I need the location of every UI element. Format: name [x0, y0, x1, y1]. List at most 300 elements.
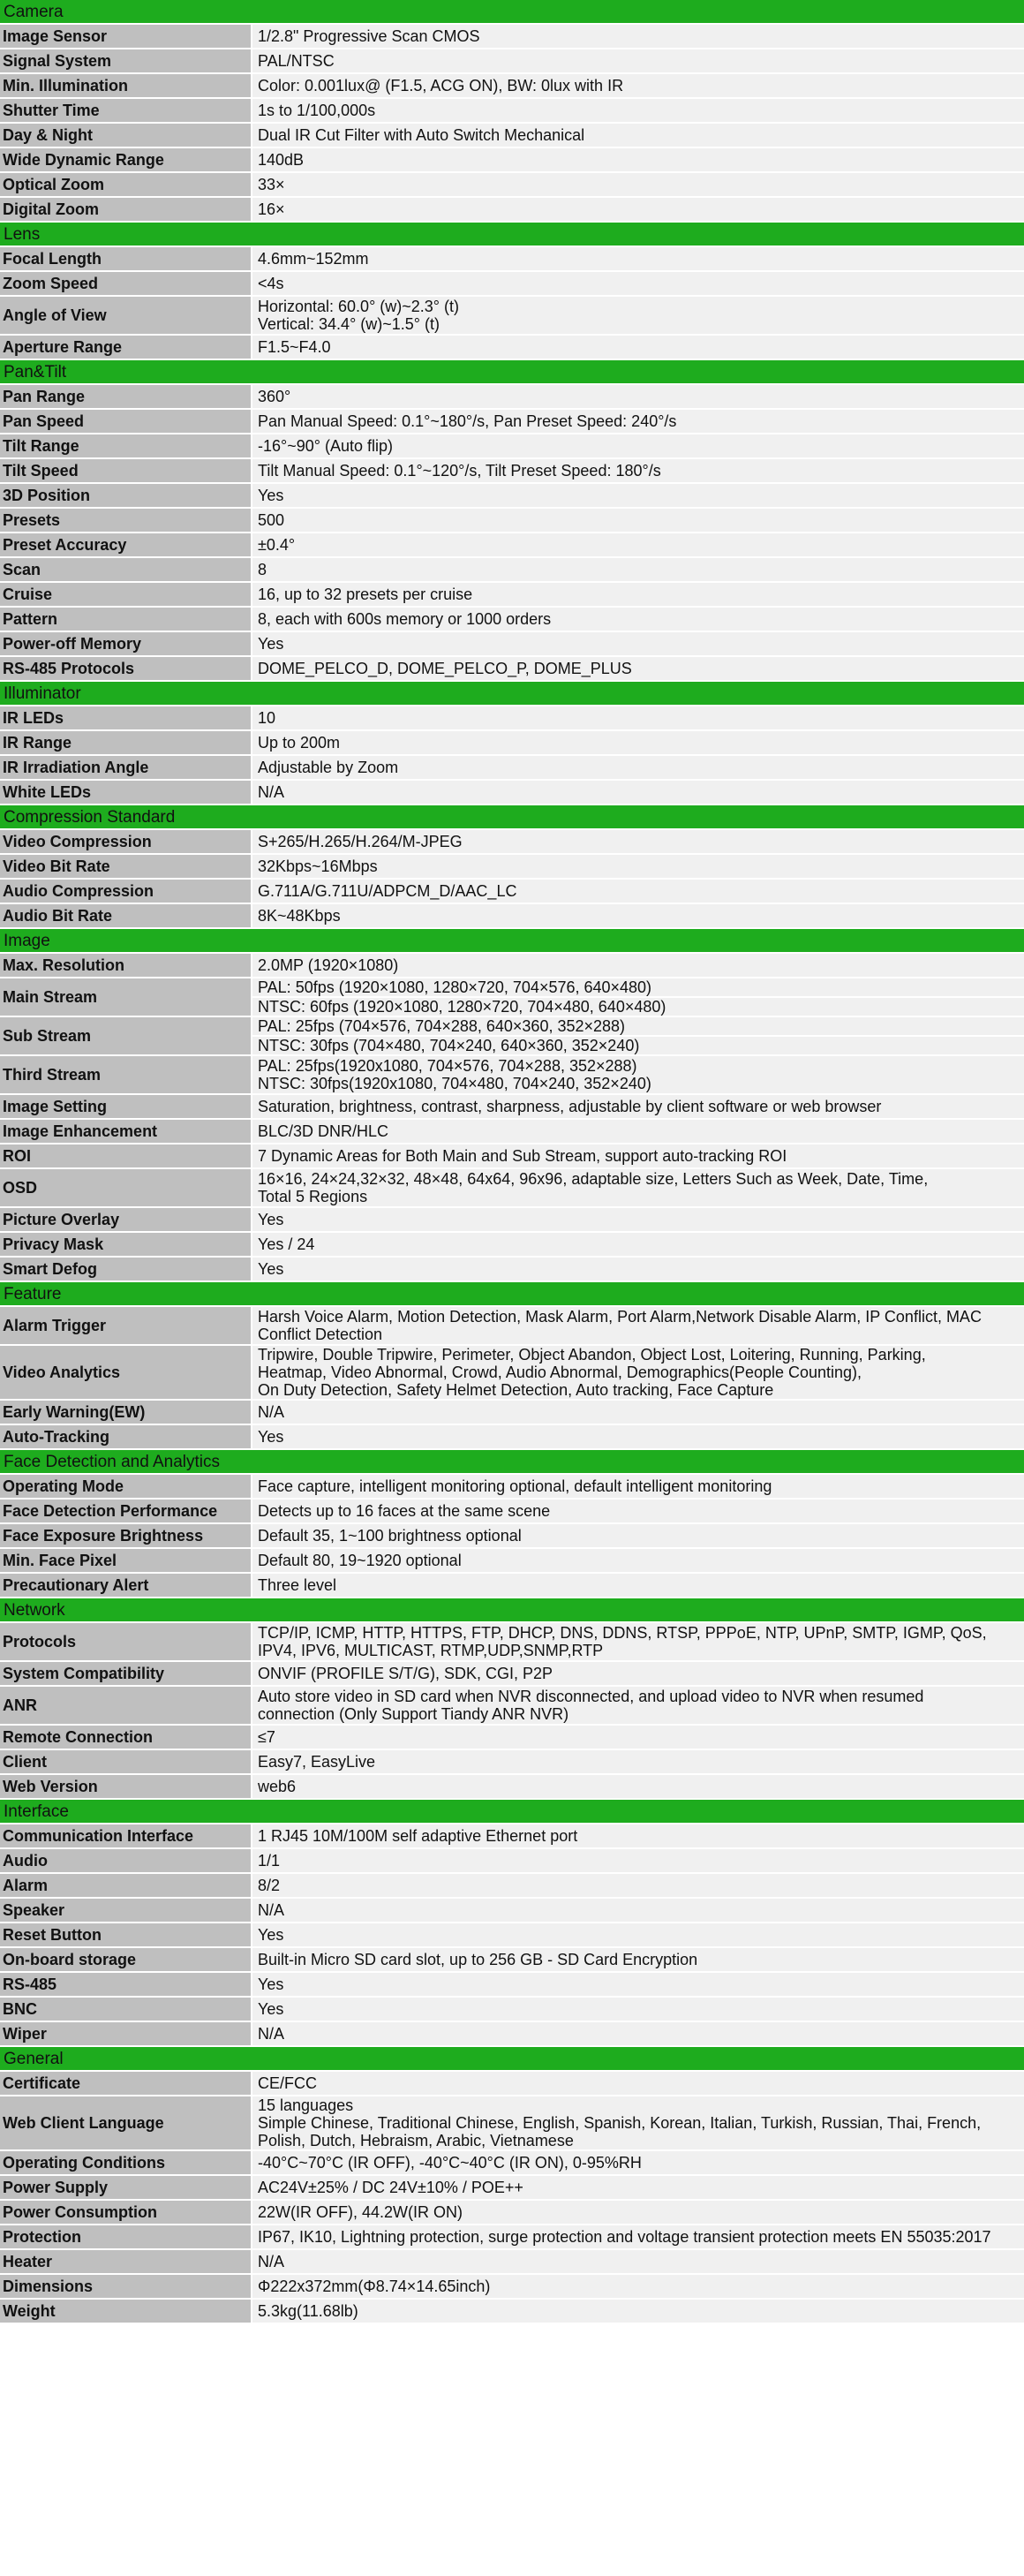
- spec-value: [252, 1425, 1024, 1448]
- spec-label: Power Supply: [0, 2176, 252, 2199]
- spec-value: [252, 1574, 1024, 1597]
- section-header-interface: Interface: [0, 1800, 1024, 1824]
- section-header-feature: Feature: [0, 1282, 1024, 1307]
- spec-row-alarm-trigger: [0, 1307, 1024, 1346]
- spec-row-shutter-time: [0, 99, 1024, 124]
- spec-row-power-consumption: [0, 2201, 1024, 2225]
- spec-value: [252, 1775, 1024, 1798]
- spec-value-line: PAL: 25fps (704×576, 704×288, 640×360, 352×288): [258, 1017, 626, 1035]
- spec-value-line: N/A: [258, 2253, 285, 2270]
- spec-label: Preset Accuracy: [0, 533, 252, 556]
- spec-label: Remote Connection: [0, 1726, 252, 1749]
- spec-value-line: N/A: [258, 1901, 285, 1919]
- spec-row-ir-leds: [0, 706, 1024, 731]
- spec-value: [252, 1623, 1024, 1660]
- spec-value: [252, 124, 1024, 147]
- spec-row-wiper: [0, 2022, 1024, 2047]
- spec-label: Communication Interface: [0, 1824, 252, 1847]
- spec-value: [252, 2250, 1024, 2273]
- spec-label: Speaker: [0, 1899, 252, 1922]
- spec-value: [252, 1017, 1024, 1054]
- spec-value-line: Harsh Voice Alarm, Motion Detection, Mask Alarm, Port Alarm,Network Disable Alarm, IP Conflict, MAC: [258, 1308, 982, 1326]
- spec-value-line: 33×: [258, 176, 285, 193]
- spec-label: ANR: [0, 1687, 252, 1724]
- spec-value: [252, 410, 1024, 433]
- spec-row-face-detection-performance: [0, 1500, 1024, 1524]
- spec-label: IR LEDs: [0, 706, 252, 729]
- spec-label: Signal System: [0, 49, 252, 72]
- spec-value-line: AC24V±25% / DC 24V±10% / POE++: [258, 2179, 523, 2196]
- spec-value-line: Simple Chinese, Traditional Chinese, English, Spanish, Korean, Italian, Turkish, Russian, Thai, French,: [258, 2114, 982, 2132]
- section-header-illuminator: Illuminator: [0, 682, 1024, 706]
- spec-row-video-compression: [0, 830, 1024, 855]
- spec-value: [252, 632, 1024, 655]
- spec-label: Audio Bit Rate: [0, 904, 252, 927]
- spec-label: OSD: [0, 1169, 252, 1206]
- spec-row-remote-connection: [0, 1726, 1024, 1750]
- spec-label: Smart Defog: [0, 1258, 252, 1280]
- spec-label: Tilt Range: [0, 434, 252, 457]
- spec-value-line: NTSC: 30fps (704×480, 704×240, 640×360, 352×240): [252, 1035, 1024, 1054]
- spec-label: Pan Range: [0, 385, 252, 408]
- spec-value: [252, 954, 1024, 977]
- spec-row-early-warning-ew: [0, 1401, 1024, 1425]
- spec-row-signal-system: [0, 49, 1024, 74]
- spec-label: White LEDs: [0, 781, 252, 804]
- spec-value-line: Saturation, brightness, contrast, sharpness, adjustable by client software or web browser: [258, 1098, 882, 1115]
- spec-label: Protection: [0, 2225, 252, 2248]
- spec-row-client: [0, 1750, 1024, 1775]
- spec-value-line: Vertical: 34.4° (w)~1.5° (t): [258, 315, 440, 333]
- spec-value-line: 2.0MP (1920×1080): [258, 956, 399, 974]
- spec-value-line: 8: [258, 561, 267, 578]
- spec-value: [252, 2225, 1024, 2248]
- spec-value-line: Yes: [258, 1926, 284, 1944]
- spec-value-line: Auto store video in SD card when NVR disconnected, and upload video to NVR when resumed: [258, 1688, 924, 1705]
- spec-label: System Compatibility: [0, 1662, 252, 1685]
- spec-label: Wide Dynamic Range: [0, 148, 252, 171]
- spec-row-pan-range: [0, 385, 1024, 410]
- spec-label: Precautionary Alert: [0, 1574, 252, 1597]
- spec-row-certificate: [0, 2072, 1024, 2096]
- spec-value-line: 16×16, 24×24,32×32, 48×48, 64x64, 96x96, adaptable size, Letters Such as Week, Date, Time,: [258, 1170, 929, 1188]
- spec-row-pattern: [0, 608, 1024, 632]
- spec-row-presets: [0, 509, 1024, 533]
- spec-value: [252, 1307, 1024, 1344]
- spec-value-line: TCP/IP, ICMP, HTTP, HTTPS, FTP, DHCP, DNS, DDNS, RTSP, PPPoE, NTP, UPnP, SMTP, IGMP, QoS,: [258, 1624, 987, 1642]
- spec-row-reset-button: [0, 1923, 1024, 1948]
- spec-value: [252, 1475, 1024, 1498]
- spec-row-alarm: [0, 1874, 1024, 1899]
- spec-value-line: Yes: [258, 1975, 284, 1993]
- spec-label: Pattern: [0, 608, 252, 631]
- spec-value-line: CE/FCC: [258, 2074, 317, 2092]
- spec-value-line: Φ222x372mm(Φ8.74×14.65inch): [258, 2278, 491, 2295]
- spec-label: Picture Overlay: [0, 1208, 252, 1231]
- spec-value-line: On Duty Detection, Safety Helmet Detection, Auto tracking, Face Capture: [258, 1381, 774, 1399]
- spec-value-line: 1 RJ45 10M/100M self adaptive Ethernet port: [258, 1827, 578, 1845]
- spec-value: [252, 756, 1024, 779]
- spec-value: [252, 533, 1024, 556]
- spec-row-focal-length: [0, 247, 1024, 272]
- spec-value: [252, 459, 1024, 482]
- spec-row-osd: [0, 1169, 1024, 1208]
- spec-label: Day & Night: [0, 124, 252, 147]
- spec-value-line: 15 languages: [258, 2096, 354, 2114]
- spec-value: [252, 1120, 1024, 1143]
- spec-row-dimensions: [0, 2275, 1024, 2300]
- spec-value-line: connection (Only Support Tiandy ANR NVR): [258, 1705, 569, 1723]
- spec-row-day-night: [0, 124, 1024, 148]
- spec-label: Power Consumption: [0, 2201, 252, 2224]
- spec-value: [252, 1095, 1024, 1118]
- spec-value-line: Yes: [258, 1211, 284, 1228]
- spec-value: [252, 1726, 1024, 1749]
- spec-label: Web Client Language: [0, 2096, 252, 2149]
- spec-row-smart-defog: [0, 1258, 1024, 1282]
- spec-value: [252, 99, 1024, 122]
- spec-row-pan-speed: [0, 410, 1024, 434]
- spec-label: Video Compression: [0, 830, 252, 853]
- spec-label: Image Sensor: [0, 25, 252, 48]
- spec-label: Dimensions: [0, 2275, 252, 2298]
- spec-value: [252, 880, 1024, 903]
- spec-value: [252, 1973, 1024, 1996]
- spec-value-line: Up to 200m: [258, 734, 341, 752]
- spec-value: [252, 509, 1024, 532]
- spec-value-line: -16°~90° (Auto flip): [258, 437, 393, 455]
- spec-label: Video Analytics: [0, 1346, 252, 1399]
- spec-label: On-board storage: [0, 1948, 252, 1971]
- spec-value: [252, 247, 1024, 270]
- spec-value-line: 8/2: [258, 1877, 281, 1894]
- spec-value: [252, 2022, 1024, 2045]
- spec-value: [252, 1169, 1024, 1206]
- spec-value: [252, 1346, 1024, 1399]
- spec-value-line: 22W(IR OFF), 44.2W(IR ON): [258, 2203, 463, 2221]
- spec-value: [252, 1948, 1024, 1971]
- spec-value: [252, 297, 1024, 334]
- spec-value: [252, 2201, 1024, 2224]
- spec-value-line: Tripwire, Double Tripwire, Perimeter, Object Abandon, Object Lost, Loitering, Running, Parking,: [258, 1346, 926, 1364]
- spec-value-line: Detects up to 16 faces at the same scene: [258, 1502, 551, 1520]
- spec-value-line: Total 5 Regions: [258, 1188, 368, 1205]
- spec-label: RS-485 Protocols: [0, 657, 252, 680]
- spec-value-line: Easy7, EasyLive: [258, 1753, 376, 1771]
- spec-row-white-leds: [0, 781, 1024, 805]
- spec-label: Operating Mode: [0, 1475, 252, 1498]
- spec-value: [252, 1401, 1024, 1424]
- spec-label: Heater: [0, 2250, 252, 2273]
- spec-row-protection: [0, 2225, 1024, 2250]
- spec-value: [252, 2176, 1024, 2199]
- spec-value-line: Yes: [258, 1428, 284, 1446]
- spec-value-line: IP67, IK10, Lightning protection, surge protection and voltage transient protection meets EN 55035:2017: [258, 2228, 991, 2246]
- spec-value: [252, 1549, 1024, 1572]
- spec-row-weight: [0, 2300, 1024, 2324]
- spec-value-line: Adjustable by Zoom: [258, 759, 399, 776]
- spec-row-scan: [0, 558, 1024, 583]
- spec-row-protocols: [0, 1623, 1024, 1662]
- spec-value: [252, 657, 1024, 680]
- spec-value-line: Face capture, intelligent monitoring optional, default intelligent monitoring: [258, 1477, 772, 1495]
- spec-value: [252, 434, 1024, 457]
- spec-label: Min. Face Pixel: [0, 1549, 252, 1572]
- spec-value: [252, 484, 1024, 507]
- spec-value: [252, 2096, 1024, 2149]
- spec-value-line: Pan Manual Speed: 0.1°~180°/s, Pan Preset Speed: 240°/s: [258, 412, 677, 430]
- spec-value-line: Default 80, 19~1920 optional: [258, 1552, 462, 1569]
- section-header-face-detection-and-analytics: Face Detection and Analytics: [0, 1450, 1024, 1475]
- spec-value-line: PAL/NTSC: [258, 52, 335, 70]
- spec-row-privacy-mask: [0, 1233, 1024, 1258]
- spec-row-heater: [0, 2250, 1024, 2275]
- spec-label: Operating Conditions: [0, 2151, 252, 2174]
- spec-value: [252, 198, 1024, 221]
- spec-value: [252, 1258, 1024, 1280]
- spec-row-on-board-storage: [0, 1948, 1024, 1973]
- spec-row-audio: [0, 1849, 1024, 1874]
- spec-label: Scan: [0, 558, 252, 581]
- spec-row-ir-range: [0, 731, 1024, 756]
- section-header-camera: Camera: [0, 0, 1024, 25]
- spec-value-line: 32Kbps~16Mbps: [258, 857, 378, 875]
- spec-value: [252, 1998, 1024, 2021]
- spec-value-line: 16, up to 32 presets per cruise: [258, 585, 473, 603]
- spec-value-line: N/A: [258, 2025, 285, 2043]
- spec-value-line: Heatmap, Video Abnormal, Crowd, Audio Abnormal, Demographics(People Counting),: [258, 1364, 862, 1381]
- section-header-network: Network: [0, 1598, 1024, 1623]
- spec-value: [252, 2300, 1024, 2323]
- spec-value-line: BLC/3D DNR/HLC: [258, 1122, 389, 1140]
- spec-label: Angle of View: [0, 297, 252, 334]
- spec-row-image-sensor: [0, 25, 1024, 49]
- spec-value: [252, 49, 1024, 72]
- spec-value: [252, 781, 1024, 804]
- spec-value: [252, 1056, 1024, 1093]
- spec-value: [252, 1874, 1024, 1897]
- spec-value-line: 5.3kg(11.68lb): [258, 2302, 358, 2320]
- spec-label: IR Range: [0, 731, 252, 754]
- spec-value: [252, 1662, 1024, 1685]
- spec-label: Max. Resolution: [0, 954, 252, 977]
- section-header-lens: Lens: [0, 223, 1024, 247]
- spec-value-line: S+265/H.265/H.264/M-JPEG: [258, 833, 463, 850]
- spec-row-tilt-speed: [0, 459, 1024, 484]
- spec-value-line: web6: [258, 1778, 297, 1795]
- spec-row-rs-485: [0, 1973, 1024, 1998]
- spec-value-line: Horizontal: 60.0° (w)~2.3° (t): [258, 298, 459, 315]
- spec-label: IR Irradiation Angle: [0, 756, 252, 779]
- spec-row-preset-accuracy: [0, 533, 1024, 558]
- spec-value-line: Yes: [258, 487, 284, 504]
- spec-row-max-resolution: [0, 954, 1024, 978]
- spec-value: [252, 148, 1024, 171]
- spec-label: Main Stream: [0, 978, 252, 1016]
- spec-value-line: 1/1: [258, 1852, 281, 1870]
- spec-label: Video Bit Rate: [0, 855, 252, 878]
- spec-row-roi: [0, 1144, 1024, 1169]
- spec-value: [252, 2275, 1024, 2298]
- spec-row-angle-of-view: [0, 297, 1024, 336]
- spec-value-line: <4s: [258, 275, 284, 292]
- spec-value: [252, 731, 1024, 754]
- spec-row-rs-485-protocols: [0, 657, 1024, 682]
- spec-value: [252, 1750, 1024, 1773]
- spec-label: Privacy Mask: [0, 1233, 252, 1256]
- spec-label: Shutter Time: [0, 99, 252, 122]
- spec-row-speaker: [0, 1899, 1024, 1923]
- spec-label: Sub Stream: [0, 1017, 252, 1054]
- spec-value: [252, 904, 1024, 927]
- spec-row-web-version: [0, 1775, 1024, 1800]
- spec-label: Protocols: [0, 1623, 252, 1660]
- spec-value-line: Tilt Manual Speed: 0.1°~120°/s, Tilt Preset Speed: 180°/s: [258, 462, 661, 480]
- spec-value: [252, 608, 1024, 631]
- spec-row-min-face-pixel: [0, 1549, 1024, 1574]
- spec-label: Auto-Tracking: [0, 1425, 252, 1448]
- spec-value: [252, 1849, 1024, 1872]
- spec-value-line: 360°: [258, 388, 291, 405]
- spec-value-line: Yes / 24: [258, 1235, 315, 1253]
- spec-value-line: ONVIF (PROFILE S/T/G), SDK, CGI, P2P: [258, 1665, 553, 1682]
- spec-value-line: Conflict Detection: [258, 1326, 383, 1343]
- spec-label: Alarm: [0, 1874, 252, 1897]
- spec-value: [252, 1899, 1024, 1922]
- spec-value: [252, 385, 1024, 408]
- spec-label: Image Setting: [0, 1095, 252, 1118]
- spec-value-line: -40°C~70°C (IR OFF), -40°C~40°C (IR ON), 0-95%RH: [258, 2154, 642, 2172]
- spec-row-aperture-range: [0, 336, 1024, 360]
- spec-value-line: G.711A/G.711U/ADPCM_D/AAC_LC: [258, 882, 517, 900]
- spec-label: Image Enhancement: [0, 1120, 252, 1143]
- spec-label: Zoom Speed: [0, 272, 252, 295]
- spec-value-line: Three level: [258, 1576, 337, 1594]
- spec-row-video-bit-rate: [0, 855, 1024, 880]
- spec-value-line: 8K~48Kbps: [258, 907, 341, 925]
- spec-value: [252, 272, 1024, 295]
- spec-value-line: Dual IR Cut Filter with Auto Switch Mechanical: [258, 126, 585, 144]
- spec-row-face-exposure-brightness: [0, 1524, 1024, 1549]
- spec-label: Focal Length: [0, 247, 252, 270]
- spec-row-precautionary-alert: [0, 1574, 1024, 1598]
- section-header-general: General: [0, 2047, 1024, 2072]
- spec-value-line: ±0.4°: [258, 536, 296, 554]
- spec-row-digital-zoom: [0, 198, 1024, 223]
- spec-label: Presets: [0, 509, 252, 532]
- spec-row-third-stream: [0, 1056, 1024, 1095]
- spec-value-line: N/A: [258, 783, 285, 801]
- spec-value: [252, 1233, 1024, 1256]
- spec-row-audio-compression: [0, 880, 1024, 904]
- spec-row-cruise: [0, 583, 1024, 608]
- spec-value-line: N/A: [258, 1403, 285, 1421]
- spec-row-3d-position: [0, 484, 1024, 509]
- spec-label: Alarm Trigger: [0, 1307, 252, 1344]
- spec-row-ir-irradiation-angle: [0, 756, 1024, 781]
- spec-row-power-supply: [0, 2176, 1024, 2201]
- spec-value-line: ≤7: [258, 1728, 275, 1746]
- spec-value-line: Color: 0.001lux@ (F1.5, ACG ON), BW: 0lux with IR: [258, 77, 624, 94]
- spec-label: Face Detection Performance: [0, 1500, 252, 1522]
- spec-value-line: 1/2.8" Progressive Scan CMOS: [258, 27, 480, 45]
- spec-value-line: IPV4, IPV6, MULTICAST, RTMP,UDP,SNMP,RTP: [258, 1642, 604, 1659]
- spec-value-line: Polish, Dutch, Hebraism, Arabic, Vietnamese: [258, 2132, 574, 2149]
- spec-value: [252, 1687, 1024, 1724]
- spec-row-bnc: [0, 1998, 1024, 2022]
- spec-label: Audio: [0, 1849, 252, 1872]
- spec-label: BNC: [0, 1998, 252, 2021]
- spec-label: Optical Zoom: [0, 173, 252, 196]
- spec-row-min-illumination: [0, 74, 1024, 99]
- spec-label: Power-off Memory: [0, 632, 252, 655]
- spec-value: [252, 74, 1024, 97]
- spec-row-audio-bit-rate: [0, 904, 1024, 929]
- spec-row-tilt-range: [0, 434, 1024, 459]
- spec-value: [252, 1923, 1024, 1946]
- section-header-pan-tilt: Pan&Tilt: [0, 360, 1024, 385]
- spec-value-line: 4.6mm~152mm: [258, 250, 369, 268]
- spec-value-line: NTSC: 30fps(1920x1080, 704×480, 704×240, 352×240): [258, 1075, 651, 1092]
- spec-value-line: Yes: [258, 1260, 284, 1278]
- spec-value-line: NTSC: 60fps (1920×1080, 1280×720, 704×480, 640×480): [252, 996, 1024, 1016]
- spec-row-image-enhancement: [0, 1120, 1024, 1144]
- spec-value-line: Built-in Micro SD card slot, up to 256 GB - SD Card Encryption: [258, 1951, 698, 1968]
- spec-row-system-compatibility: [0, 1662, 1024, 1687]
- spec-value-line: Yes: [258, 2000, 284, 2018]
- spec-label: Wiper: [0, 2022, 252, 2045]
- spec-label: Audio Compression: [0, 880, 252, 903]
- spec-label: Face Exposure Brightness: [0, 1524, 252, 1547]
- spec-row-optical-zoom: [0, 173, 1024, 198]
- spec-row-picture-overlay: [0, 1208, 1024, 1233]
- section-header-compression-standard: Compression Standard: [0, 805, 1024, 830]
- spec-value-line: DOME_PELCO_D, DOME_PELCO_P, DOME_PLUS: [258, 660, 632, 677]
- spec-value: [252, 855, 1024, 878]
- spec-value: [252, 1144, 1024, 1167]
- spec-label: Pan Speed: [0, 410, 252, 433]
- spec-row-wide-dynamic-range: [0, 148, 1024, 173]
- spec-value-line: F1.5~F4.0: [258, 338, 331, 356]
- spec-value-line: 7 Dynamic Areas for Both Main and Sub Stream, support auto-tracking ROI: [258, 1147, 787, 1165]
- spec-row-zoom-speed: [0, 272, 1024, 297]
- spec-label: Cruise: [0, 583, 252, 606]
- spec-label: 3D Position: [0, 484, 252, 507]
- spec-row-operating-mode: [0, 1475, 1024, 1500]
- spec-value: [252, 706, 1024, 729]
- spec-label: Reset Button: [0, 1923, 252, 1946]
- spec-label: Web Version: [0, 1775, 252, 1798]
- spec-value: [252, 1524, 1024, 1547]
- spec-row-web-client-language: [0, 2096, 1024, 2151]
- spec-label: ROI: [0, 1144, 252, 1167]
- spec-value-line: Yes: [258, 635, 284, 653]
- spec-value: [252, 1208, 1024, 1231]
- spec-label: Certificate: [0, 2072, 252, 2095]
- spec-label: Weight: [0, 2300, 252, 2323]
- spec-value-line: 16×: [258, 200, 285, 218]
- spec-value-line: 500: [258, 511, 285, 529]
- spec-value: [252, 2151, 1024, 2174]
- spec-value-line: Default 35, 1~100 brightness optional: [258, 1527, 522, 1545]
- spec-value: [252, 583, 1024, 606]
- spec-value: [252, 978, 1024, 1016]
- spec-row-communication-interface: [0, 1824, 1024, 1849]
- spec-value: [252, 830, 1024, 853]
- spec-label: Digital Zoom: [0, 198, 252, 221]
- spec-row-auto-tracking: [0, 1425, 1024, 1450]
- spec-value-line: 10: [258, 709, 276, 727]
